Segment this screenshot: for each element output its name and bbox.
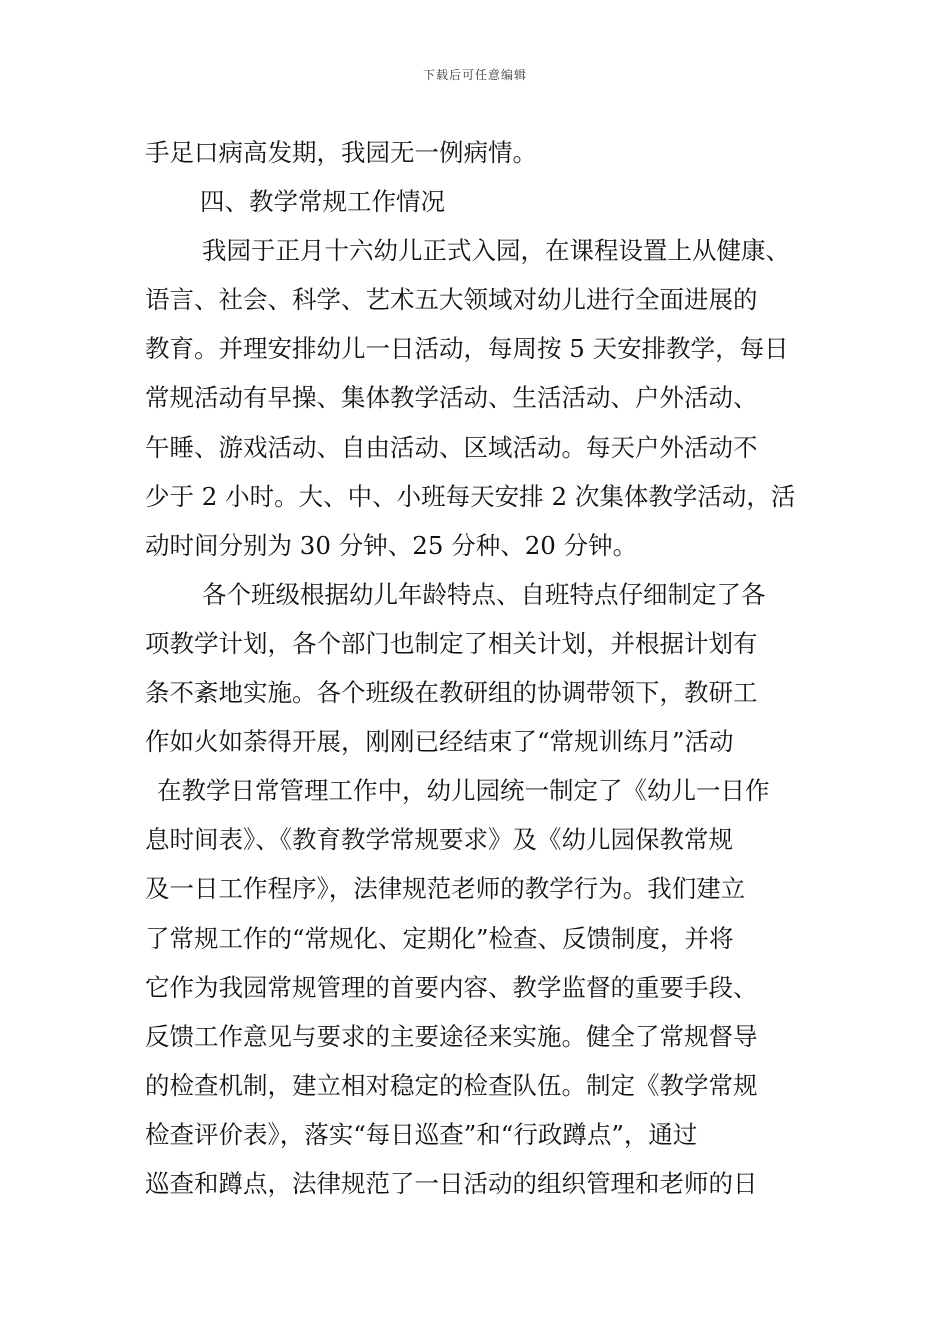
text-line: 午睡、游戏活动、自由活动、区域活动。每天户外活动不 <box>145 432 758 462</box>
page-header: 下载后可任意编辑 <box>422 68 527 82</box>
text-line: 巡查和蹲点，法律规范了一日活动的组织管理和老师的日 <box>145 1168 758 1198</box>
text-line: 反馈工作意见与要求的主要途径来实施。健全了常规督导 <box>145 1021 758 1051</box>
text-line: 检查评价表》，落实“每日巡查”和“行政蹲点”，通过 <box>145 1119 698 1149</box>
text-line: 项教学计划，各个部门也制定了相关计划，并根据计划有 <box>145 628 758 658</box>
text-line: 少于 2 小时。大、中、小班每天安排 2 次集体教学活动，活 <box>145 481 796 511</box>
text-line: 它作为我园常规管理的首要内容、教学监督的重要手段、 <box>145 972 758 1002</box>
text-line: 的检查机制，建立相对稳定的检查队伍。制定《教学常规 <box>145 1070 758 1100</box>
paragraph-start: 我园于正月十六幼儿正式入园，在课程设置上从健康、 <box>202 236 790 266</box>
document-body <box>145 128 815 1208</box>
text-line: 作如火如荼得开展，刚刚已经结束了“常规训练月”活动 <box>145 727 734 757</box>
text-line: 及一日工作程序》，法律规范老师的教学行为。我们建立 <box>145 874 746 904</box>
section-heading: 四、教学常规工作情况 <box>200 187 445 217</box>
text-line: 息时间表》、《教育教学常规要求》及《幼儿园保教常规 <box>145 825 733 855</box>
text-line: 条不紊地实施。各个班级在教研组的协调带领下，教研工 <box>145 678 758 708</box>
text-line: 教育。并理安排幼儿一日活动，每周按 5 天安排教学，每日 <box>145 334 789 364</box>
text-line: 语言、社会、科学、艺术五大领域对幼儿进行全面进展的 <box>145 285 758 315</box>
text-line: 手足口病高发期，我园无一例病情。 <box>145 138 537 167</box>
paragraph-start: 各个班级根据幼儿年龄特点、自班特点仔细制定了各 <box>202 579 766 609</box>
text-line: 动时间分别为 30 分钟、25 分种、20 分钟。 <box>145 530 638 560</box>
text-line: 了常规工作的“常规化、定期化”检查、反馈制度，并将 <box>145 923 734 953</box>
text-line: 常规活动有早操、集体教学活动、生活活动、户外活动、 <box>145 383 758 413</box>
paragraph-start: 在教学日常管理工作中，幼儿园统一制定了《幼儿一日作 <box>157 776 770 806</box>
